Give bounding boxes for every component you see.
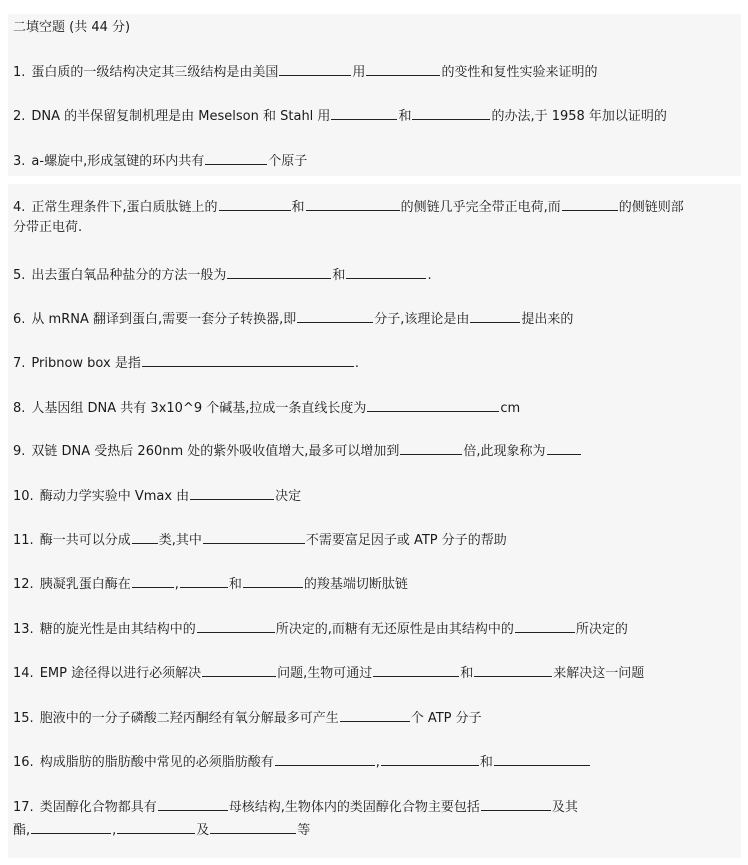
question-number: 1. [13,65,26,80]
question-text: 及其 [551,800,578,815]
question-text: cm [500,401,521,416]
question-number: 9. [13,444,26,459]
question-text: 正常生理条件下,蛋白质肽链上的 [31,200,218,215]
question-text: . [427,268,432,283]
question-item [13,486,301,504]
question-number: 11. [13,533,34,548]
answer-blank[interactable] [547,441,581,455]
answer-blank[interactable] [340,708,410,722]
question-text: 个原子 [268,154,308,169]
answer-blank[interactable] [190,486,274,500]
question-text: 的羧基端切断肽链 [303,577,408,592]
question-item [13,265,432,283]
question-text: 胞液中的一分子磷酸二羟丙酮经有氧分解最多可产生 [39,711,339,726]
answer-blank[interactable] [297,309,373,323]
question-item [13,309,573,327]
answer-blank[interactable] [180,574,228,588]
question-text: 不需要富足因子或 ATP 分子的帮助 [305,533,507,548]
answer-blank[interactable] [470,309,520,323]
answer-blank[interactable] [219,197,291,211]
section-title: 二填空题 (共 44 分) [13,20,131,35]
answer-blank[interactable] [31,820,111,834]
answer-blank[interactable] [381,752,479,766]
answer-blank[interactable] [494,752,590,766]
question-text: 分子,该理论是由 [374,312,470,327]
question-text: 等 [297,823,311,838]
question-text: 类固醇化合物都具有 [39,800,157,815]
answer-blank[interactable] [279,62,351,76]
answer-blank[interactable] [367,398,499,412]
question-text: 糖的旋光性是由其结构中的 [39,622,196,637]
question-text: 类,其中 [158,533,202,548]
question-text: , [375,755,380,770]
question-text: 决定 [275,489,302,504]
question-text: 提出来的 [521,312,574,327]
answer-blank[interactable] [481,797,551,811]
question-text: 个 ATP 分子 [410,711,482,726]
question-item [13,398,520,416]
question-item [13,663,644,681]
question-text: 所决定的 [575,622,628,637]
question-number: 3. [13,154,26,169]
answer-blank[interactable] [562,197,618,211]
question-item [13,574,408,592]
question-text: 用 [352,65,366,80]
question-number: 5. [13,268,26,283]
answer-blank[interactable] [515,619,575,633]
answer-blank[interactable] [158,797,228,811]
question-number: 7. [13,356,26,371]
answer-blank[interactable] [474,663,552,677]
question-text: 问题,生物可通过 [277,666,373,681]
question-text: 的侧链则部 [618,200,684,215]
question-text: 双链 DNA 受热后 260nm 处的紫外吸收值增大,最多可以增加到 [31,444,400,459]
question-text: 蛋白质的一级结构决定其三级结构是由美国 [31,65,279,80]
question-text: 的变性和复性实验来证明的 [441,65,598,80]
answer-blank[interactable] [373,663,459,677]
question-text: 和 [398,109,412,124]
question-number: 6. [13,312,26,327]
answer-blank[interactable] [197,619,275,633]
question-text: a-螺旋中,形成氢键的环内共有 [31,154,205,169]
answer-blank[interactable] [202,663,276,677]
question-text: 和 [291,200,305,215]
answer-blank[interactable] [205,151,267,165]
question-item [13,441,582,459]
question-text: 和 [228,577,242,592]
question-text: 酯, [13,823,31,838]
answer-blank[interactable] [346,265,426,279]
question-number: 15. [13,711,34,726]
question-item [13,530,507,548]
question-text: 的侧链几乎完全带正电荷,而 [400,200,561,215]
question-number: 17. [13,800,34,815]
question-text: 倍,此现象称为 [463,444,546,459]
question-text: , [174,577,179,592]
answer-blank[interactable] [243,574,303,588]
question-text: 和 [479,755,493,770]
question-number: 14. [13,666,34,681]
answer-blank[interactable] [203,530,305,544]
question-text: EMP 途径得以进行必须解决 [39,666,202,681]
question-item [13,797,578,815]
question-text: 母核结构,生物体内的类固醇化合物主要包括 [228,800,480,815]
question-text: 人基因组 DNA 共有 3x10^9 个碱基,拉成一条直线长度为 [31,401,367,416]
question-text: 的办法,于 1958 年加以证明的 [491,109,667,124]
question-continuation: 分带正电荷. [13,220,83,235]
question-text: 和 [332,268,346,283]
question-item [13,197,684,215]
question-text: Pribnow box 是指 [31,356,141,371]
answer-blank[interactable] [142,353,354,367]
answer-blank[interactable] [331,106,397,120]
question-number: 10. [13,489,34,504]
question-text: . [354,356,359,371]
question-text: 出去蛋白氧品种盐分的方法一般为 [31,268,227,283]
question-item [13,106,667,124]
question-text: 酶一共可以分成 [39,533,131,548]
answer-blank[interactable] [366,62,440,76]
answer-blank[interactable] [412,106,490,120]
question-number: 8. [13,401,26,416]
question-number: 12. [13,577,34,592]
answer-blank[interactable] [400,441,462,455]
question-text: 胰凝乳蛋白酶在 [39,577,131,592]
question-text: , [112,823,117,838]
question-text: 来解决这一问题 [553,666,645,681]
answer-blank[interactable] [117,820,195,834]
question-text: 从 mRNA 翻译到蛋白,需要一套分子转换器,即 [31,312,297,327]
answer-blank[interactable] [132,574,174,588]
question-text: 酶动力学实验中 Vmax 由 [39,489,190,504]
answer-blank[interactable] [227,265,331,279]
answer-blank[interactable] [275,752,375,766]
question-item [13,353,359,371]
question-text: 构成脂肪的脂肪酸中常见的必须脂肪酸有 [39,755,274,770]
question-continuation [13,820,310,838]
answer-blank[interactable] [306,197,400,211]
question-number: 16. [13,755,34,770]
question-item [13,708,482,726]
question-item [13,62,597,80]
question-item [13,619,628,637]
question-text: 所决定的,而糖有无还原性是由其结构中的 [275,622,514,637]
question-number: 2. [13,109,26,124]
question-item [13,752,591,770]
question-text: DNA 的半保留复制机理是由 Meselson 和 Stahl 用 [31,109,331,124]
question-item [13,151,307,169]
question-number: 13. [13,622,34,637]
question-text: 及 [196,823,210,838]
question-text: 和 [460,666,474,681]
answer-blank[interactable] [210,820,296,834]
answer-blank[interactable] [132,530,158,544]
question-number: 4. [13,200,26,215]
